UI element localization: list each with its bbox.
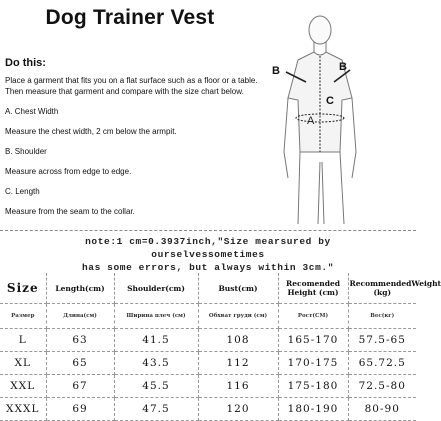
cell-length: 65 xyxy=(46,352,114,375)
section-text: Measure from the seam to the collar. xyxy=(5,207,135,216)
section-text: Measure the chest width, 2 cm below the armpit. xyxy=(5,127,177,136)
cell-shoulder: 45.5 xyxy=(114,375,198,398)
table-row xyxy=(0,352,416,375)
cell-weight: 80-90 xyxy=(348,398,416,421)
label-a: A xyxy=(307,115,315,127)
section-label: B. Shoulder xyxy=(5,147,47,156)
cell-bust: 116 xyxy=(198,375,278,398)
cell-size: XXXL xyxy=(0,398,46,421)
cell-height: 175-180 xyxy=(278,375,348,398)
measurement-figure xyxy=(262,2,412,224)
cell-height: 170-175 xyxy=(278,352,348,375)
header-shoulder: Shoulder(cm) xyxy=(114,273,198,304)
ru-header-bust: Обхват груди (см) xyxy=(198,304,278,329)
table-row xyxy=(0,398,416,421)
header-weight: RecommendedWeight (kg) xyxy=(348,273,416,304)
note-line-1: note:1 cm=0.3937inch,"Size mearsured by xyxy=(85,236,331,247)
section-chest xyxy=(5,106,267,137)
size-note xyxy=(0,231,416,274)
label-b-right: B xyxy=(339,61,347,73)
header-length: Length(cm) xyxy=(46,273,114,304)
cell-size: XL xyxy=(0,352,46,375)
header-size: Size xyxy=(0,273,46,304)
ru-header-shoulder: Ширина плеч (см) xyxy=(114,304,198,329)
section-shoulder xyxy=(5,146,267,177)
ru-header-height: Рост(СМ) xyxy=(278,304,348,329)
instructions-intro: Place a garment that fits you on a flat surface such as a floor or a table. Then measure that garment and compare with the size chart below. xyxy=(5,76,258,96)
cell-length: 67 xyxy=(46,375,114,398)
instructions-heading: Do this: xyxy=(5,57,46,69)
cell-height: 165-170 xyxy=(278,329,348,352)
table-header-row-ru xyxy=(0,304,416,329)
cell-bust: 120 xyxy=(198,398,278,421)
page-title: Dog Trainer Vest xyxy=(45,6,215,29)
table-row xyxy=(0,329,416,352)
cell-height: 180-190 xyxy=(278,398,348,421)
ru-header-weight: Вес(кг) xyxy=(348,304,416,329)
cell-length: 69 xyxy=(46,398,114,421)
cell-shoulder: 43.5 xyxy=(114,352,198,375)
cell-weight: 57.5-65 xyxy=(348,329,416,352)
label-c: C xyxy=(326,95,334,107)
figure-legs xyxy=(298,152,344,224)
cell-shoulder: 47.5 xyxy=(114,398,198,421)
cell-length: 63 xyxy=(46,329,114,352)
table-header-row xyxy=(0,273,416,304)
cell-size: XXL xyxy=(0,375,46,398)
header-bust: Bust(cm) xyxy=(198,273,278,304)
table-row xyxy=(0,375,416,398)
ru-header-size: Размер xyxy=(0,304,46,329)
cell-weight: 65.72.5 xyxy=(348,352,416,375)
label-b-left: B xyxy=(272,65,280,77)
section-label: A. Chest Width xyxy=(5,107,59,116)
header-height: Recomended Height (cm) xyxy=(278,273,348,304)
section-label: C. Length xyxy=(5,187,40,196)
cell-weight: 72.5-80 xyxy=(348,375,416,398)
note-line-2: ourselvessometimes xyxy=(151,249,265,260)
size-chart xyxy=(0,230,441,417)
figure-head xyxy=(309,16,331,44)
cell-bust: 108 xyxy=(198,329,278,352)
note-line-3: has some errors, but always within 3cm." xyxy=(81,262,335,273)
cell-shoulder: 41.5 xyxy=(114,329,198,352)
ru-header-length: Длина(см) xyxy=(46,304,114,329)
section-text: Measure across from edge to edge. xyxy=(5,167,132,176)
cell-bust: 112 xyxy=(198,352,278,375)
cell-size: L xyxy=(0,329,46,352)
section-length xyxy=(5,186,267,217)
size-table xyxy=(0,273,441,421)
instructions-panel xyxy=(5,58,267,226)
